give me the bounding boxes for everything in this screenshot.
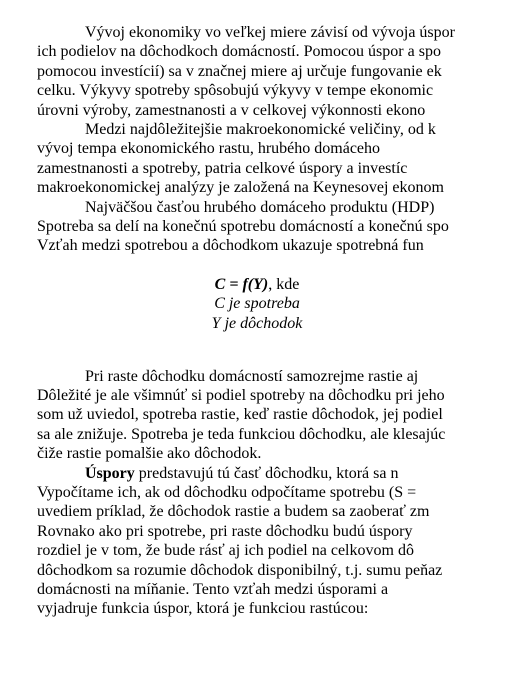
text-line: Najväčšou časťou hrubého domáceho produktu (HDP)	[85, 198, 435, 216]
paragraph-macro-quantities	[37, 120, 510, 198]
text-line: Dôležité je ale všimnúť si podiel spotreby na dôchodku pri jeho	[37, 387, 445, 405]
text-line: som už uviedol, spotreba rastie, keď rastie dôchodok, jej podiel	[37, 406, 443, 424]
formula-line	[37, 275, 477, 294]
paragraph-savings	[37, 464, 510, 619]
formula-definition-y: Y je dôchodok	[211, 314, 303, 332]
spacer	[37, 256, 510, 275]
text-line: Vzťah medzi spotrebou a dôchodkom ukazuje spotrebná fun	[37, 237, 424, 255]
text-line: dôchodkom sa rozumie dôchodok disponibilný, t.j. sumu peňaz	[37, 561, 443, 579]
consumption-function-formula	[37, 275, 510, 333]
text-line: Pri raste dôchodku domácností samozrejme rastie aj	[85, 367, 419, 385]
savings-term: Úspory	[85, 464, 135, 482]
paragraph-income-growth	[37, 367, 510, 464]
text-line: Medzi najdôležitejšie makroekonomické veličiny, od k	[85, 120, 436, 138]
spacer	[37, 333, 510, 352]
text-line: Vývoj ekonomiky vo veľkej miere závisí od vývoja úspor	[85, 24, 455, 41]
formula-definition-c: C je spotreba	[214, 295, 300, 313]
text-line: vývoj tempa ekonomického rastu, hrubého domáceho	[37, 140, 381, 158]
text-line: Vypočítame ich, ak od dôchodku odpočítame spotrebu (S =	[37, 483, 417, 501]
text-line	[37, 464, 510, 483]
formula-suffix: , kde	[268, 276, 300, 294]
formula-expression: C = f(Y)	[214, 276, 269, 294]
text-line: vyjadruje funkcia úspor, ktorá je funkciou rastúcou:	[37, 600, 369, 618]
text-line: makroekonomickej analýzy je založená na Keynesovej ekonom	[37, 179, 444, 197]
text-line: čiže rastie pomalšie ako dôchodok.	[37, 445, 262, 463]
text-line: úrovni výroby, zamestnanosti a v celkovej výkonnosti ekono	[37, 101, 426, 119]
paragraph-economy-development	[37, 23, 510, 120]
paragraph-consumption	[37, 198, 510, 256]
text-line: domácnosti na míňanie. Tento vzťah medzi úsporami a	[37, 580, 389, 598]
spacer	[37, 353, 510, 367]
text-line: ich podielov na dôchodkoch domácností. Pomocou úspor a spo	[37, 43, 441, 61]
text-line: rozdiel je v tom, že bude rásť aj ich podiel na celkovom dô	[37, 542, 414, 560]
text-line: sa ale znižuje. Spotreba je teda funkciou dôchodku, ale klesajúc	[37, 425, 446, 443]
text-line: Rovnako ako pri spotrebe, pri raste dôchodku budú úspory	[37, 522, 413, 540]
document-page	[37, 23, 510, 619]
text-line: Spotreba sa delí na konečnú spotrebu domácností a konečnú spo	[37, 217, 449, 235]
savings-lead-text: predstavujú tú časť dôchodku, ktorá sa n	[134, 464, 399, 482]
text-line: uvediem príklad, že dôchodok rastie a budem sa zaoberať zm	[37, 503, 430, 521]
text-line: pomocou investícií) sa v značnej miere aj určuje fungovanie ek	[37, 62, 442, 80]
text-line: celku. Výkyvy spotreby spôsobujú výkyvy v tempe ekonomic	[37, 82, 434, 100]
text-line: zamestnanosti a spotreby, patria celkové úspory a investíc	[37, 159, 408, 177]
